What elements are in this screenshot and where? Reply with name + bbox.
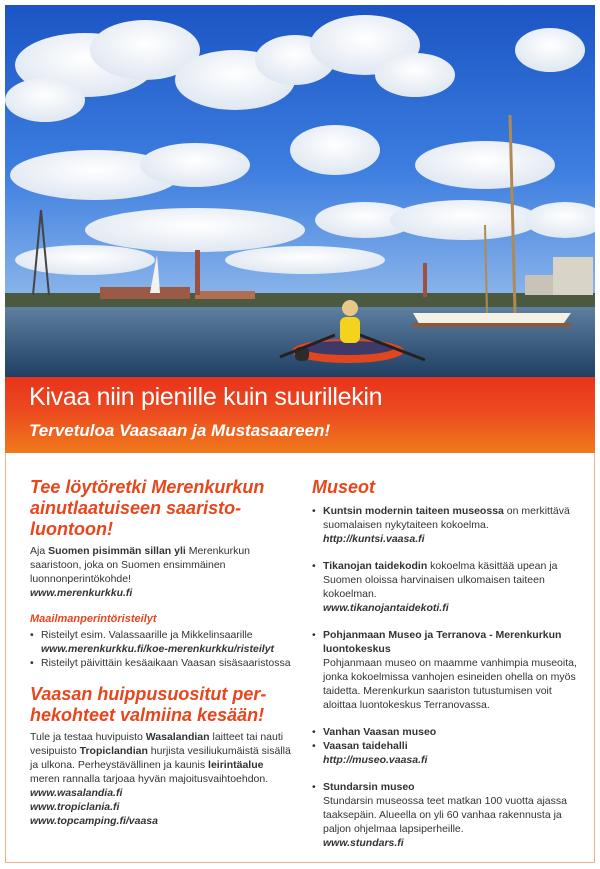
wasalandia-link[interactable]: www.wasalandia.fi <box>30 787 123 799</box>
museum-entry-tikanoja: • Tikanojan taidekodin kokoelma käsittää upean ja Suomen oloissa harvinaisen ulkomaisen taiteen kokoelman. www.tikanojantaidekoti.fi <box>312 559 582 615</box>
harbour-scene-illustration <box>5 5 595 377</box>
cruises-list <box>30 628 296 670</box>
pohjanmaan-description: Pohjanmaan museo on maamme vanhimpia museoita, jonka kokoelmissa vanhojen esineiden ohella on myös taidetta. Merenkurkun saariston tutustumisen voit aloittaa luontokeskus Terranovassa. <box>323 657 577 711</box>
museum-entry-pohjanmaan: • Pohjanmaan Museo ja Terranova - Merenkurkun luontokeskus Pohjanmaan museo on maamme vanhimpia museoita, jonka kokoelmissa vanhojen esineiden ohella on myös taidetta. Merenkurkun saariston tutustumisen voit aloittaa luontokeskus Terranovassa. <box>312 628 582 712</box>
family-attractions-heading: Vaasan huippusuositut perhekohteet valmiina kesään! <box>30 684 267 725</box>
tropiclandia-link[interactable]: www.tropiclania.fi <box>30 801 120 813</box>
museum-entry-stundars: • Stundarsin museo Stundarsin museossa teet matkan 100 vuotta ajassa taaksepäin. Alueella on yli 60 vanhaa rakennusta ja paljon ohjelmaa lapsiperheille. www.stundars.fi <box>312 780 582 850</box>
title-banner <box>5 377 595 453</box>
museo-vaasa-link[interactable]: http://museo.vaasa.fi <box>323 754 428 766</box>
left-column <box>30 477 296 828</box>
merenkurkku-link[interactable]: www.merenkurkku.fi <box>30 587 133 599</box>
kuntsi-link[interactable]: http://kuntsi.vaasa.fi <box>323 533 425 545</box>
banner-headline: Kivaa niin pienille kuin suurillekin <box>29 383 383 411</box>
banner-subheadline: Tervetuloa Vaasaan ja Mustasaareen! <box>29 421 331 440</box>
museums-heading: Museot <box>312 477 375 497</box>
cruises-heading: Maailmanperintöristeilyt <box>30 613 157 625</box>
right-column <box>312 477 582 863</box>
family-attractions-paragraph: Tule ja testaa huvipuisto Wasalandian laitteet tai nauti vesipuisto Tropiclandian hurjista vesiliukumäistä sisällä ja ulkona. Perheystävällinen ja kaunis leirintäalue meren rannalla tarjoaa hyvän majoitusvaihtoehdon. <box>30 731 291 785</box>
content-area <box>5 453 595 863</box>
discovery-heading: Tee löytöretki Merenkurkun ainutlaatuiseen saaristoluontoon! <box>30 477 265 539</box>
cruise-item: • Risteilyt päivittäin kesäaikaan Vaasan sisäsaaristossa <box>30 656 296 670</box>
tikanoja-link[interactable]: www.tikanojantaidekoti.fi <box>323 602 449 614</box>
stundars-description: Stundarsin museossa teet matkan 100 vuotta ajassa taaksepäin. Alueella on yli 60 vanhaa rakennusta ja paljon ohjelmaa lapsiperheille. <box>323 795 567 835</box>
cruises-link[interactable]: www.merenkurkku.fi/koe-merenkurkku/risteilyt <box>41 643 275 655</box>
hero-photo <box>5 5 595 377</box>
cruise-item: • Risteilyt esim. Valassaarille ja Mikkelinsaarille www.merenkurkku.fi/koe-merenkurkku/risteilyt <box>30 628 296 656</box>
topcamping-link[interactable]: www.topcamping.fi/vaasa <box>30 815 158 827</box>
stundars-link[interactable]: www.stundars.fi <box>323 837 404 849</box>
museum-entry-kuntsi: • Kuntsin modernin taiteen museossa on merkittävä suomalaisen nykytaiteen kokoelma. http://kuntsi.vaasa.fi <box>312 504 582 546</box>
bridge-paragraph: Aja Suomen pisimmän sillan yli Merenkurkun saaristoon, joka on Suomen ensimmäinen luonnonperintökohde! <box>30 545 251 585</box>
museum-entry-vanha-vaasa: • Vanhan Vaasan museo • Vaasan taidehalli http://museo.vaasa.fi <box>312 725 582 767</box>
